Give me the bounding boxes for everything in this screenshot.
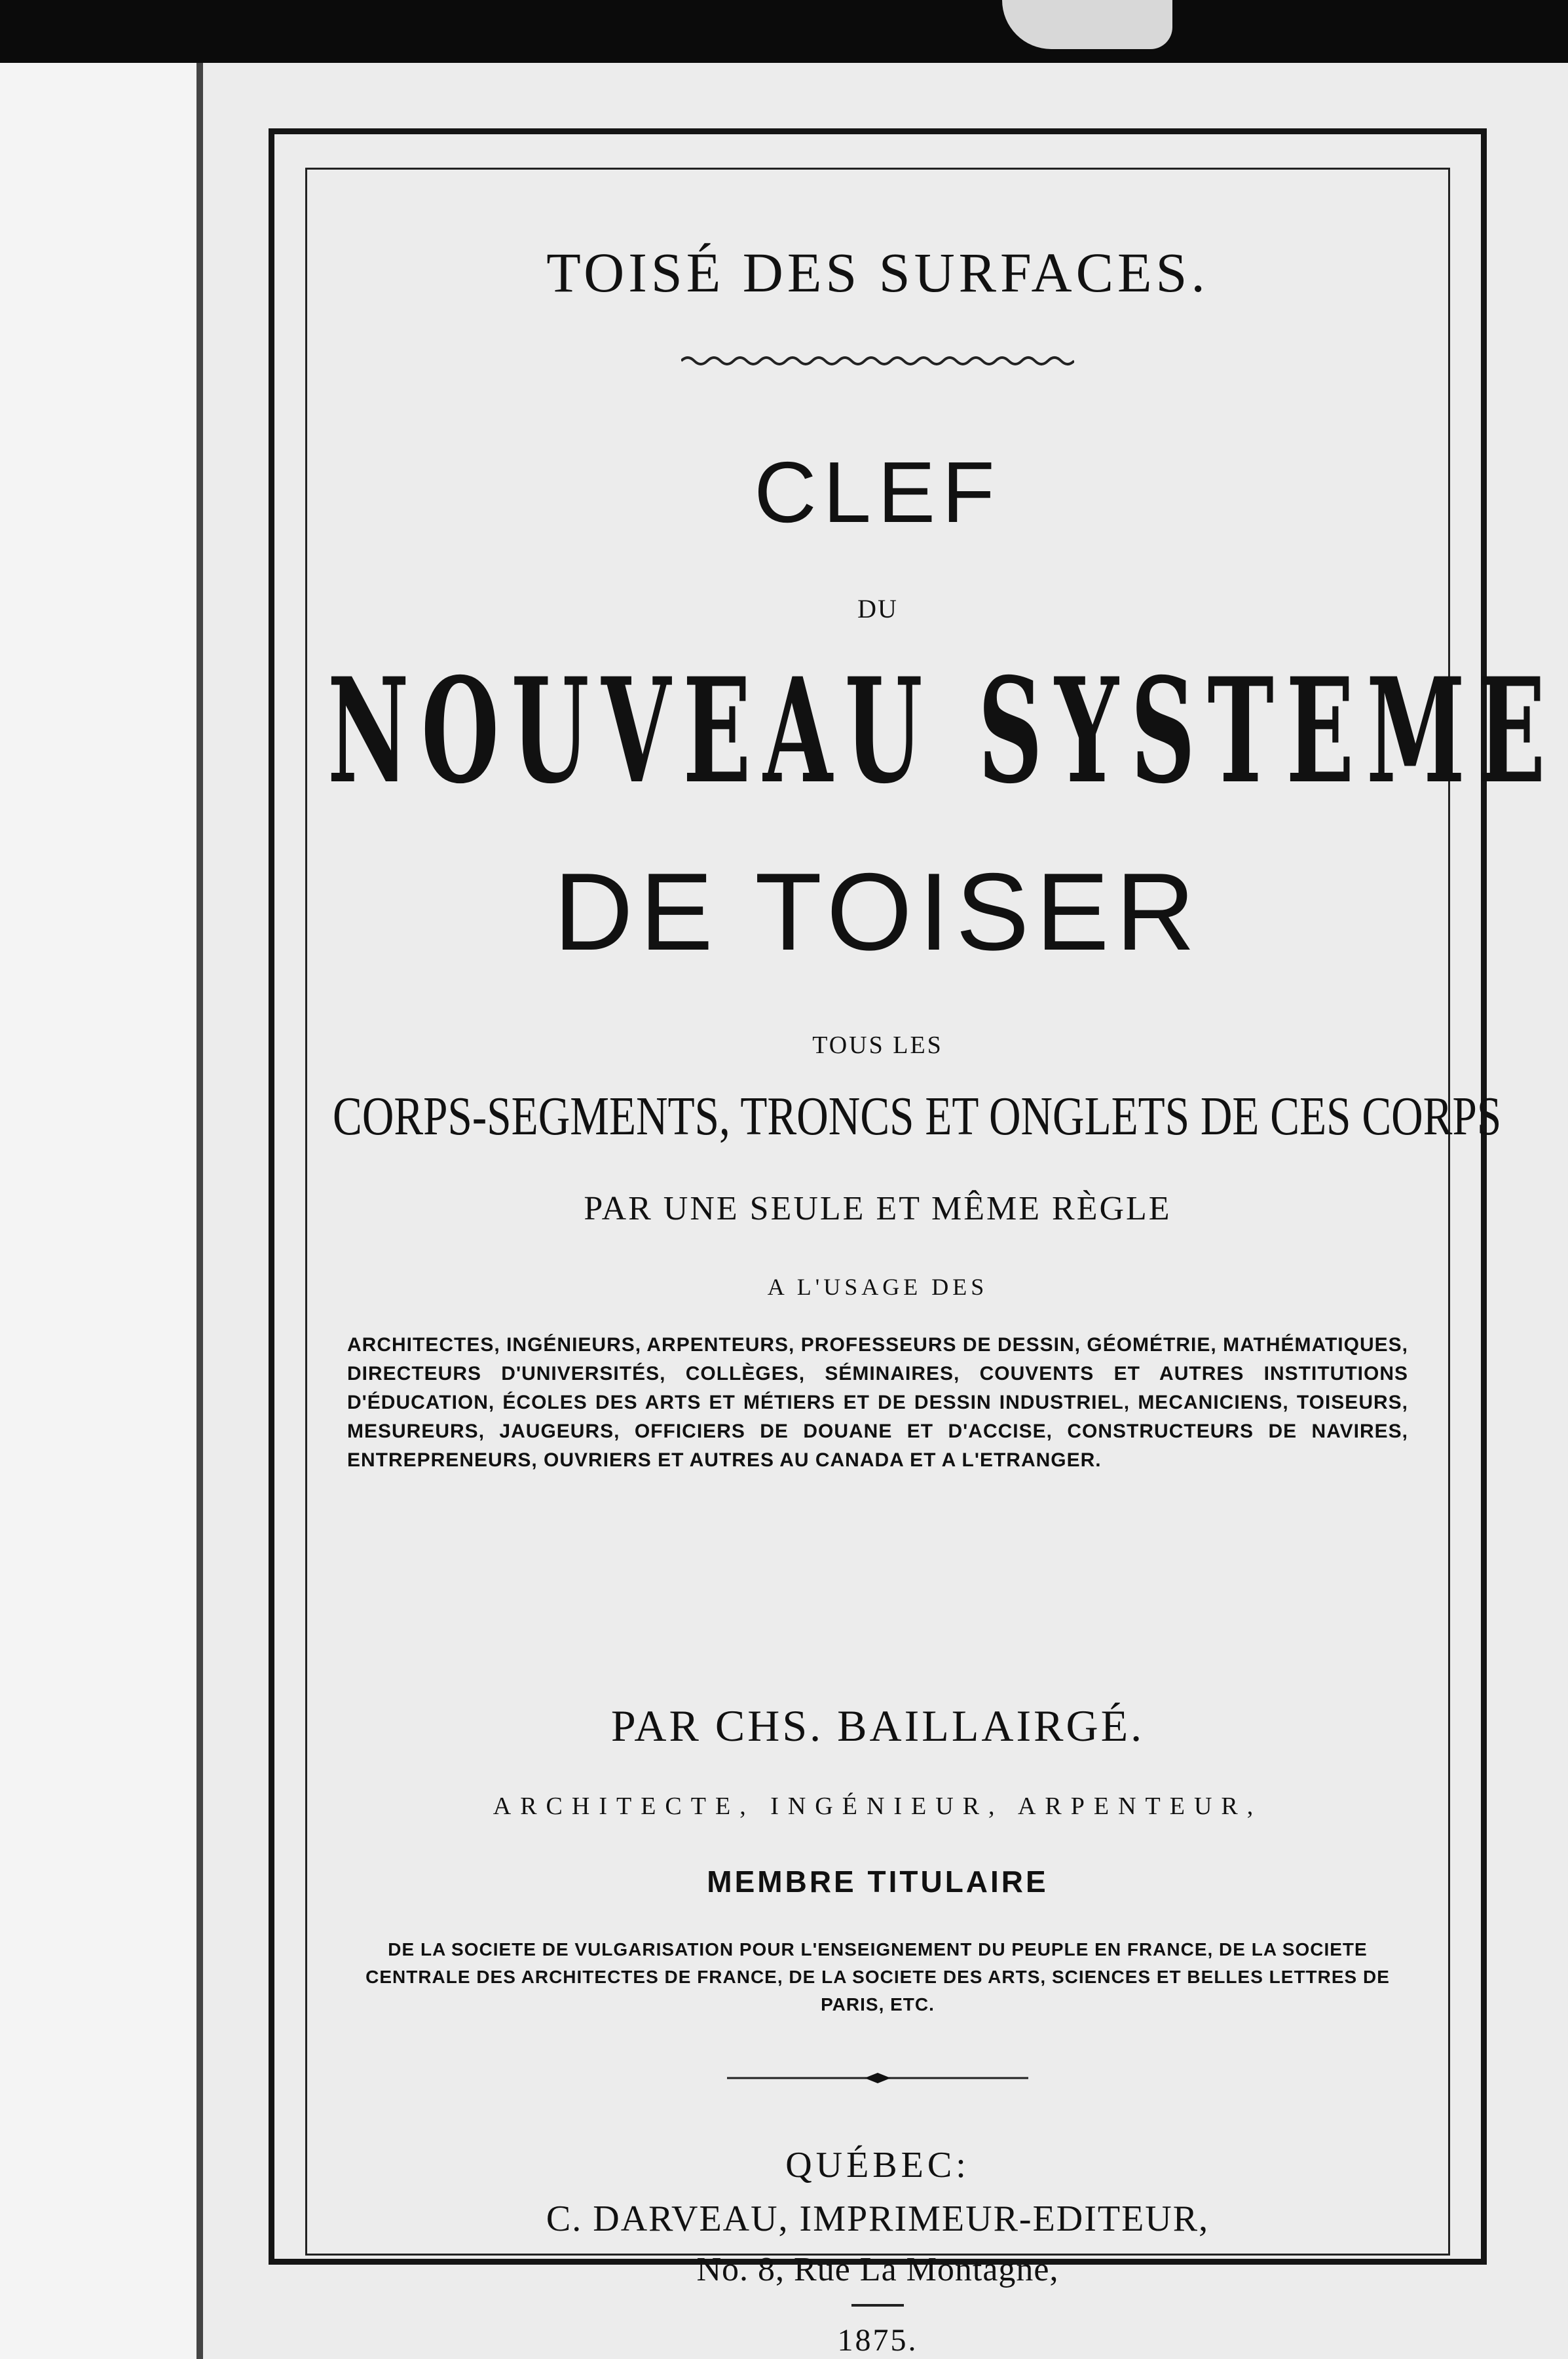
title-clef: CLEF — [754, 444, 1001, 540]
rule-line: PAR UNE SEULE ET MÊME RÈGLE — [584, 1190, 1172, 1227]
subjects-line: CORPS-SEGMENTS, TRONCS ET ONGLETS DE CES CORPS — [333, 1086, 1502, 1147]
tous-les-text: TOUS LES — [812, 1031, 943, 1059]
short-divider — [851, 2304, 904, 2307]
main-subtitle: DE TOISER — [553, 850, 1202, 973]
title-du: DU — [857, 594, 898, 623]
usage-line: A L'USAGE DES — [767, 1274, 988, 1300]
main-title: NOUVEAU SYSTEME — [327, 646, 1558, 815]
scan-background-top — [0, 0, 1568, 63]
series-title: TOISÉ DES SURFACES. — [546, 241, 1209, 304]
membership-heading: MEMBRE TITULAIRE — [707, 1865, 1049, 1899]
author-line: PAR CHS. BAILLAIRGÉ. — [610, 1701, 1145, 1751]
facing-page-margin — [0, 63, 196, 2359]
imprint-printer: C. DARVEAU, IMPRIMEUR-EDITEUR, — [546, 2199, 1210, 2239]
torn-paper-edge — [1002, 0, 1172, 49]
book-spine — [196, 63, 203, 2359]
author-titles: ARCHITECTE, INGÉNIEUR, ARPENTEUR, — [493, 1792, 1263, 1820]
audience-paragraph: ARCHITECTES, INGÉNIEURS, ARPENTEURS, PROFESSEURS DE DESSIN, GÉOMÉTRIE, MATHÉMATIQUES, DIRECTEURS D'UNIVERSITÉS, COLLÈGES, SÉMINAIRES, COUVENTS ET AUTRES INSTITUTIONS D'ÉDUCATION, ÉCOLES DES ARTS ET MÉTIERS ET DE DESSIN INDUSTRIEL, MECANICIENS, TOISEURS, MESUREURS, JAUGEURS, OFFICIERS DE DOUANE ET D'ACCISE, CONSTRUCTEURS DE NAVIRES, ENTREPRENEURS, OUVRIERS ET AUTRES AU CANADA ET A L'ETRANGER. — [347, 1334, 1408, 1471]
title-page-content — [327, 168, 1558, 2358]
wavy-ornament-divider — [327, 354, 1428, 371]
ornamental-rule — [327, 2070, 1428, 2089]
publication-year: 1875. — [837, 2323, 918, 2358]
imprint-address: No. 8, Rue La Montagne, — [696, 2251, 1059, 2288]
imprint-city: QUÉBEC: — [785, 2145, 970, 2185]
societies-paragraph: DE LA SOCIETE DE VULGARISATION POUR L'ENSEIGNEMENT DU PEUPLE EN FRANCE, DE LA SOCIETE CENTRALE DES ARCHITECTES DE FRANCE, DE LA SOCIETE DES ARTS, SCIENCES ET BELLES LETTRES DE PARIS, ETC. — [365, 1939, 1390, 2015]
